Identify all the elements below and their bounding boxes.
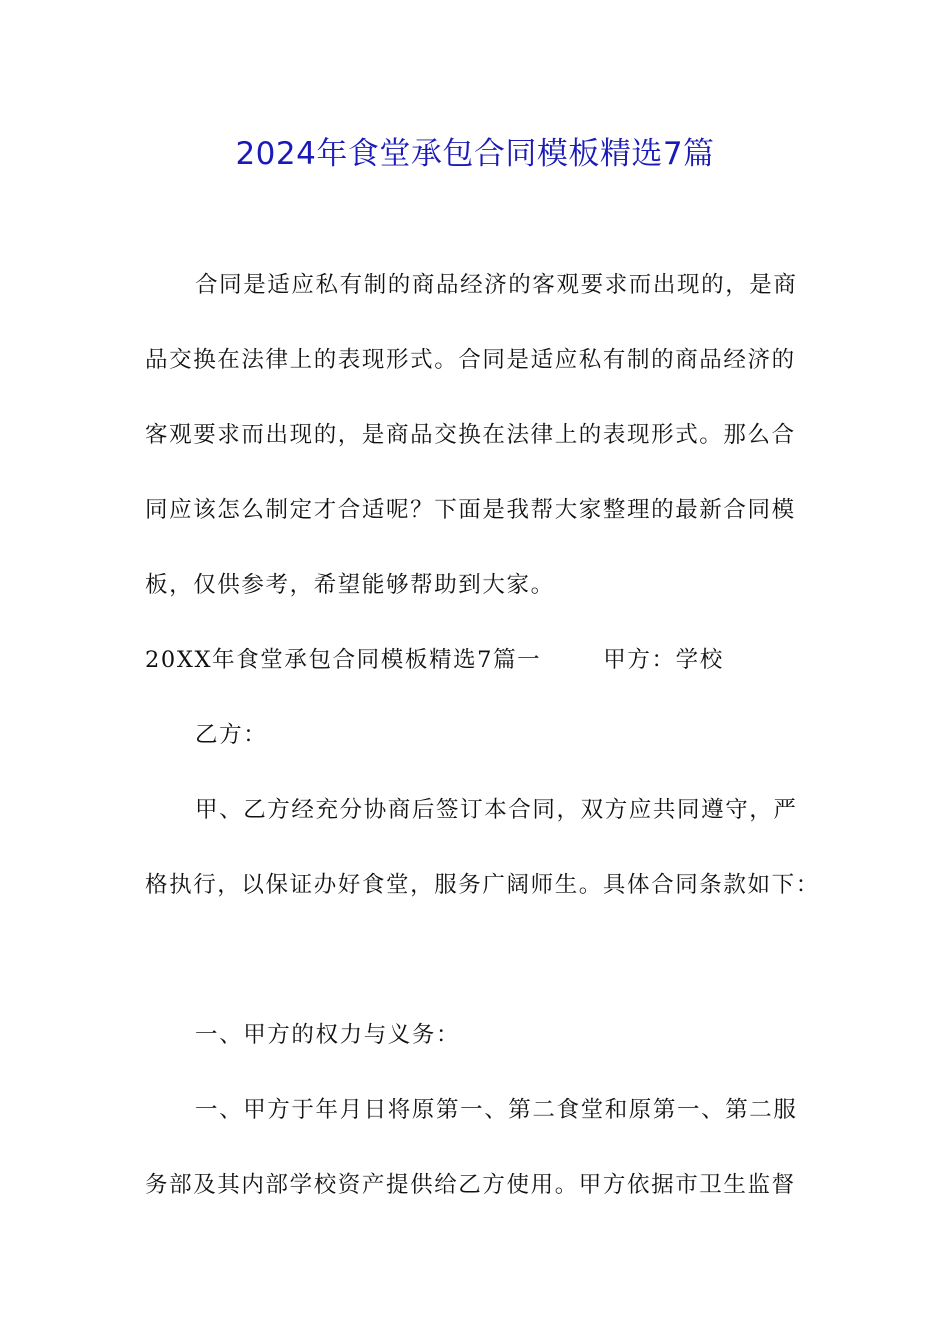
clause-line-2: 务部及其内部学校资产提供给乙方使用。甲方依据市卫生监督 <box>145 1172 796 1198</box>
intro-line-1: 合同是适应私有制的商品经济的客观要求而出现的，是商 <box>195 272 798 298</box>
party-b: 乙方： <box>195 722 268 748</box>
intro-line-2: 品交换在法律上的表现形式。合同是适应私有制的商品经济的 <box>145 347 796 373</box>
section-heading-line <box>145 643 825 677</box>
party-a: 甲方：学校 <box>603 647 724 673</box>
agreement-line-2: 格执行，以保证办好食堂，服务广阔师生。具体合同条款如下： <box>145 872 820 898</box>
intro-line-4: 同应该怎么制定才合适呢？下面是我帮大家整理的最新合同模 <box>145 497 796 523</box>
clause-heading: 一、甲方的权力与义务： <box>195 1022 461 1048</box>
section-heading: 20XX年食堂承包合同模板精选7篇一 <box>145 647 542 673</box>
clause-line-1: 一、甲方于年月日将原第一、第二食堂和原第一、第二服 <box>195 1097 798 1123</box>
intro-line-3: 客观要求而出现的，是商品交换在法律上的表现形式。那么合 <box>145 422 796 448</box>
document-title: 2024年食堂承包合同模板精选7篇 <box>235 136 715 172</box>
agreement-line-1: 甲、乙方经充分协商后签订本合同，双方应共同遵守，严 <box>195 797 798 823</box>
intro-line-5: 板，仅供参考，希望能够帮助到大家。 <box>145 572 555 598</box>
